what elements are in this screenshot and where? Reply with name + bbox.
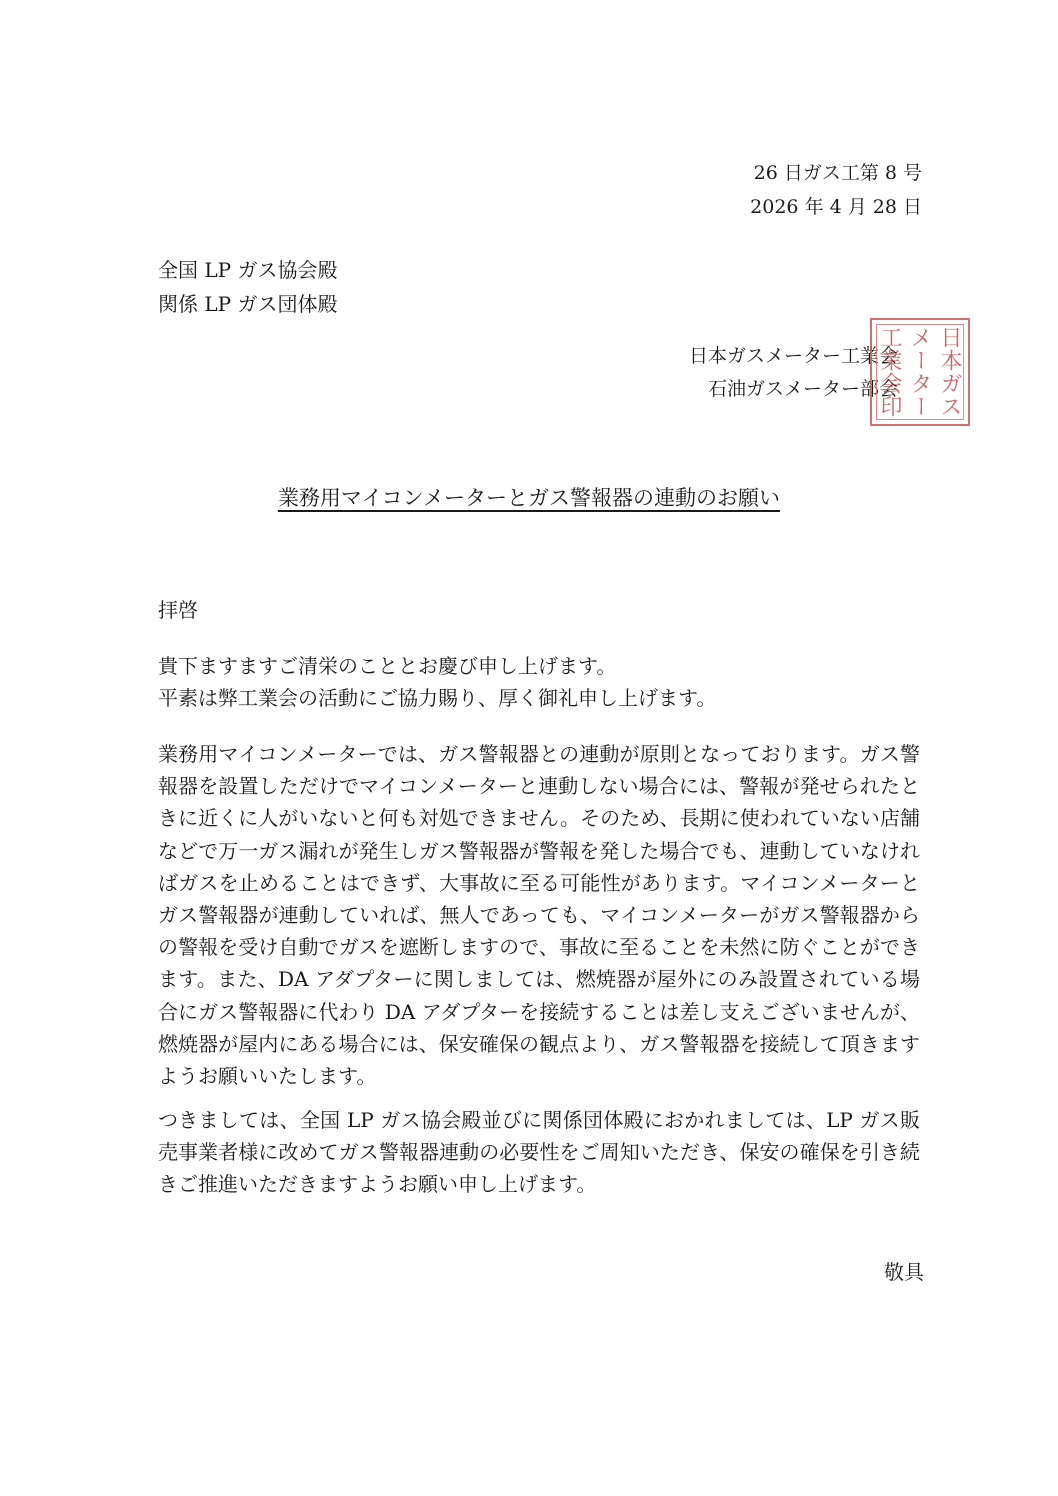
body-paragraph-1 — [158, 738, 920, 1092]
body-paragraph-2-text: つきましては、全国 LP ガス協会殿並びに関係団体殿におかれましては、LP ガス販売事業者様に改めてガス警報器連動の必要性をご周知いただき、保安の確保を引き続きご推進いただきますようお願い申し上げます。 — [158, 1108, 920, 1197]
salutation: 拝啓 — [158, 598, 198, 622]
greeting-paragraph — [158, 650, 920, 714]
body-paragraph-2 — [158, 1104, 920, 1201]
issue-date: 2026 年 4 月 28 日 — [750, 196, 922, 218]
body-paragraph-1-text: 業務用マイコンメーターでは、ガス警報器との連動が原則となっております。ガス警報器を設置しただけでマイコンメーターと連動しない場合には、警報が発せられたときに近くに人がいないと何も対処できません。そのため、長期に使われていない店舗などで万一ガス漏れが発生しガス警報器が警報を発した場合でも、連動していなければガスを止めることはできず、大事故に至る可能性があります。マイコンメーターとガス警報器が連動していれば、無人であっても、マイコンメーターがガス警報器からの警報を受け自動でガスを遮断しますので、事故に至ることを未然に防ぐことができます。また、DA アダプターに関しましては、燃焼器が屋外にのみ設置されている場合にガス警報器に代わり DA アダプターを接続することは差し支えございませんが、燃焼器が屋内にある場合には、保安確保の観点より、ガス警報器を接続して頂きますようお願いいたします。 — [158, 742, 920, 1089]
seal-text-column-2: メーター — [907, 326, 932, 418]
addressee-block — [158, 253, 337, 321]
seal-text-column-3: 工業会印 — [877, 326, 902, 418]
closing-phrase: 敬具 — [884, 1260, 924, 1284]
seal-text-column-1: 日本ガス — [937, 326, 962, 418]
sender-line-1: 日本ガスメーター工業会 — [688, 345, 898, 367]
addressee-line-1: 全国 LP ガス協会殿 — [158, 258, 338, 282]
greeting-line-2: 平素は弊工業会の活動にご協力賜り、厚く御礼申し上げます。 — [158, 686, 717, 711]
official-seal-stamp — [870, 318, 970, 426]
document-title-text: 業務用マイコンメーターとガス警報器の連動のお願い — [277, 486, 781, 510]
sender-block — [689, 340, 898, 406]
addressee-line-2: 関係 LP ガス団体殿 — [158, 292, 338, 316]
sender-line-2: 石油ガスメーター部会 — [707, 378, 898, 400]
document-title — [0, 482, 1058, 512]
reference-number: 26 日ガス工第 8 号 — [753, 162, 922, 184]
greeting-line-1: 貴下ますますご清栄のこととお慶び申し上げます。 — [158, 654, 617, 678]
reference-block — [750, 156, 922, 224]
